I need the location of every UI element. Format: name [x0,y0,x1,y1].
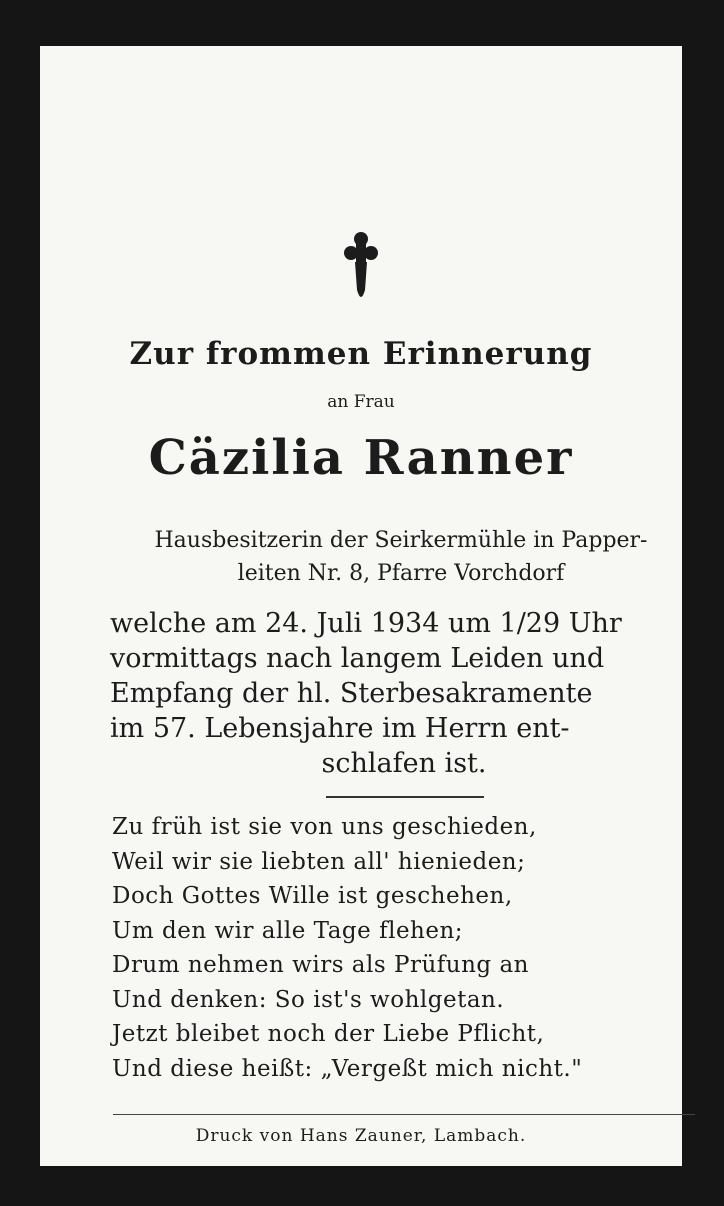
divider [326,796,484,798]
death-line: im 57. Lebensjahre im Herrn ent- [110,713,570,744]
occupation [106,524,696,590]
poem-line: Doch Gottes Wille ist geschehen, [112,883,513,909]
death-line: welche am 24. Juli 1934 um 1/29 Uhr [110,608,622,639]
poem-line: Jetzt bleibet noch der Liebe Pflicht, [112,1021,545,1047]
death-line: schlafen ist. [321,748,487,779]
cross-icon [40,228,682,308]
divider [113,1114,695,1115]
poem [112,810,692,1086]
occupation-line: Hausbesitzerin der Seirkermühle in Papper- [154,528,648,553]
poem-line: Und diese heißt: „Vergeßt mich nicht." [112,1055,583,1082]
occupation-line: leiten Nr. 8, Pfarre Vorchdorf [237,561,565,586]
death-line: Empfang der hl. Sterbesakramente [110,678,593,709]
death-notice [110,606,698,781]
poem-line: Um den wir alle Tage flehen; [112,917,464,944]
poem-line: Weil wir sie liebten all' hienieden; [112,848,526,875]
dedication: an Frau [327,392,395,412]
death-line: vormittags nach langem Leiden und [110,643,605,674]
card-paper [40,46,682,1166]
printer-credit: Druck von Hans Zauner, Lambach. [195,1126,527,1146]
poem-line: Und denken: So ist's wohlgetan. [112,986,505,1013]
poem-line: Zu früh ist sie von uns geschieden, [112,814,537,840]
poem-line: Drum nehmen wirs als Prüfung an [112,952,529,978]
card-title: Zur frommen Erinnerung [129,336,593,372]
deceased-name: Cäzilia Ranner [148,430,574,486]
